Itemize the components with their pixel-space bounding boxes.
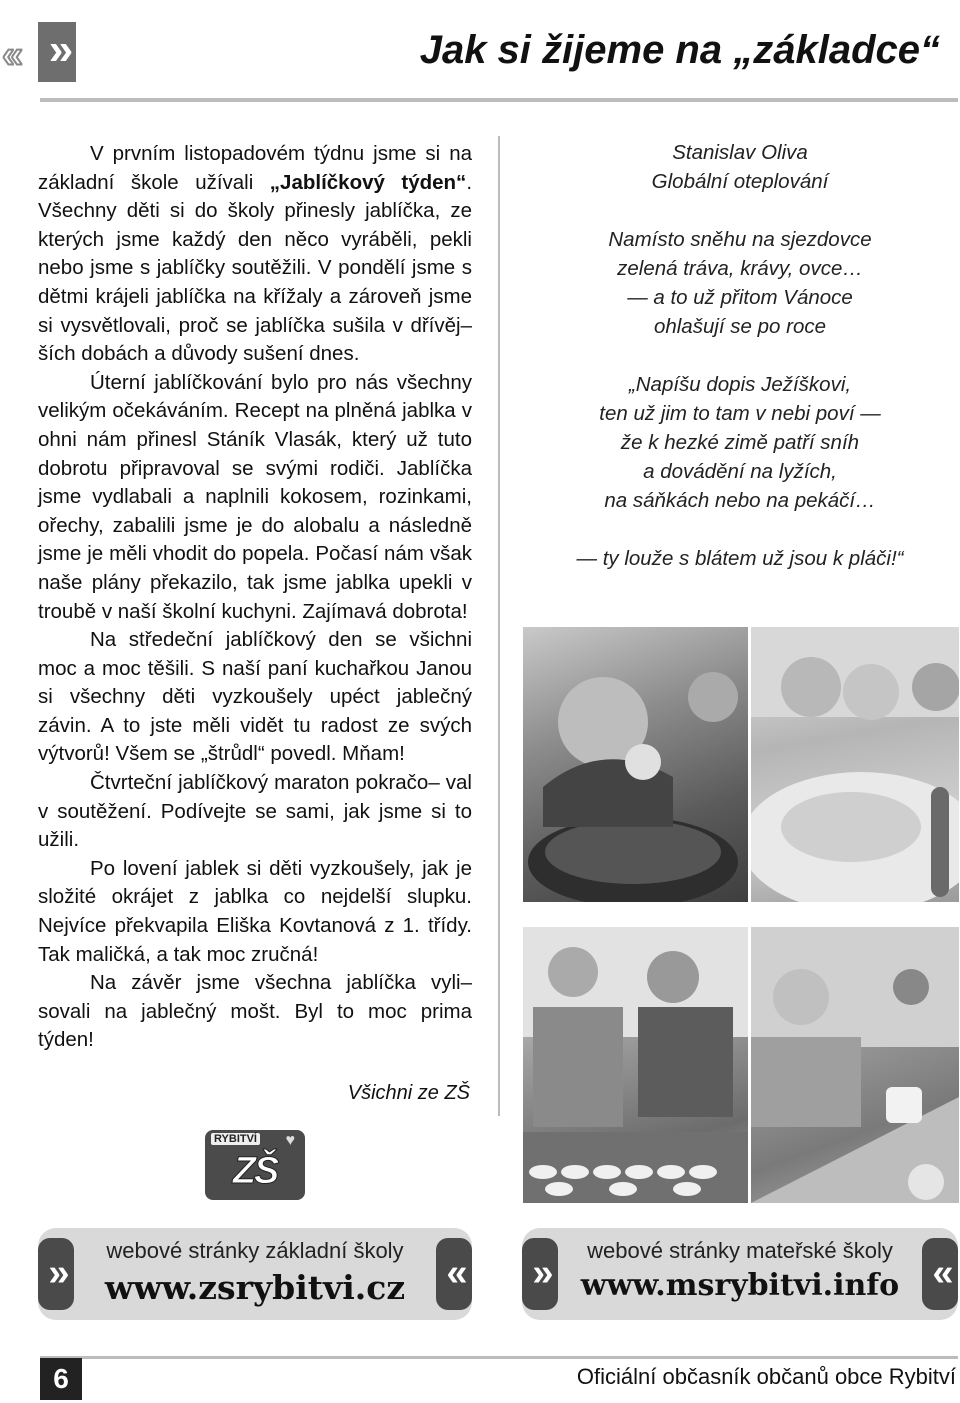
photo-apple-bobbing bbox=[523, 627, 748, 902]
article-text: V prvním listopadovém týdnu jsme si na základní škole užívali bbox=[38, 142, 472, 194]
poem-line: — ty louže s blátem už jsou k pláči!“ bbox=[576, 547, 904, 570]
photo-apple-peeling-graphic bbox=[751, 927, 959, 1203]
poem bbox=[522, 138, 958, 573]
poem-line: Namísto sněhu na sjezdovce bbox=[608, 228, 872, 251]
kindergarten-website-label: webové stránky mateřské školy bbox=[587, 1238, 893, 1263]
photo-apple-slicing-graphic bbox=[523, 927, 748, 1203]
poem-line: zelená tráva, krávy, ovce… bbox=[617, 257, 863, 280]
article-paragraph-5: Po lovení jablek si děti vyzkoušely, jak je složité okrájet z jablka co nejdelší slupku. Nejvíce překvapila Eliška Kovtanová z 1. třídy. Tak maličká, a tak moc zručná! bbox=[38, 856, 472, 966]
poem-author: Stanislav Oliva bbox=[672, 141, 808, 164]
poem-stanza-2 bbox=[522, 370, 958, 515]
article-paragraph-4: Čtvrteční jablíčkový maraton pokračo– val v soutěžení. Podívejte se sami, jak jsme si to užili. bbox=[38, 771, 472, 852]
event-name: „Jablíčkový týden“ bbox=[269, 170, 467, 194]
article-text: . Všechny děti si do školy přinesly jablíčka, ze kterých jsme každý den něco vyráběli, pekli nebo jsme s jablíčky soutěžili. V pondělí jsme s dětmi krájeli jablíčka na křížaly a zároveň jsme si vysvětlovali, proč se jablíčka sušila v dřívěj– ších dobách a důvody sušení dnes. bbox=[38, 170, 473, 366]
poem-line: že k hezké zimě patří sníh bbox=[620, 431, 860, 454]
school-logo bbox=[205, 1130, 305, 1200]
footer-divider bbox=[40, 1356, 958, 1359]
kindergarten-website-banner[interactable] bbox=[522, 1228, 958, 1320]
publication-name: Oficiální občasník občanů obce Rybitví bbox=[576, 1364, 956, 1389]
photo-strudel-making bbox=[751, 627, 959, 902]
double-chevron-right-icon: » bbox=[522, 1238, 558, 1310]
logo-mark: ZŠ bbox=[232, 1150, 278, 1192]
school-website-link[interactable]: www.zsrybitvi.cz bbox=[104, 1268, 406, 1307]
poem-line: na sáňkách nebo na pekáčí… bbox=[604, 489, 876, 512]
article-body bbox=[38, 140, 472, 1055]
photo-apple-bobbing-graphic bbox=[523, 627, 748, 902]
article-paragraph-3: Na středeční jablíčkový den se všichni moc a moc těšili. S naší paní kuchařkou Janou si všechny děti vyzkoušely upéct jablečný závin. A to jste měli vidět tu radost ze svých výtvorů! Všem se „štrůdl“ povedl. Mňam! bbox=[38, 628, 472, 766]
poem-line: ohlašují se po roce bbox=[653, 315, 827, 338]
double-chevron-right-icon: » bbox=[38, 1238, 74, 1310]
section-nav bbox=[0, 22, 76, 82]
article-paragraph-6: Na závěr jsme všechna jablíčka vyli– sovali na jablečný mošt. Byl to moc prima týden! bbox=[38, 971, 472, 1052]
poem-line: a dovádění na lyžích, bbox=[643, 460, 837, 483]
double-chevron-left-icon: « bbox=[2, 34, 18, 76]
poem-stanza-3 bbox=[522, 544, 958, 573]
poem-line: „Napíšu dopis Ježíškovi, bbox=[628, 373, 852, 396]
photo-apple-peeling bbox=[751, 927, 959, 1203]
logo-label: RYBITVÍ bbox=[211, 1133, 260, 1145]
poem-title: Globální oteplování bbox=[651, 170, 829, 193]
article-signature: Všichni ze ZŠ bbox=[347, 1082, 470, 1104]
header-divider bbox=[40, 98, 958, 102]
page-title: Jak si žijeme na „základce“ bbox=[419, 28, 940, 72]
article-paragraph-1 bbox=[38, 140, 472, 369]
column-divider bbox=[498, 136, 500, 1116]
double-chevron-left-icon: « bbox=[436, 1238, 472, 1310]
school-website-banner[interactable] bbox=[38, 1228, 472, 1320]
double-chevron-right-icon: » bbox=[38, 22, 76, 82]
poem-line: — a to už přitom Vánoce bbox=[627, 286, 853, 309]
kindergarten-website-link[interactable]: www.msrybitvi.info bbox=[580, 1268, 900, 1303]
double-chevron-left-icon: « bbox=[922, 1238, 958, 1310]
photo-strudel-making-graphic bbox=[751, 627, 959, 902]
article-paragraph-2: Úterní jablíčkování bylo pro nás všechny velikým očekáváním. Recept na plněná jablka v ohni nám přinesl Stáník Vlasák, který už tuto dobrotu připravoval se svými rodiči. Jablíčka jsme vydlabali a naplnili kokosem, rozinkami, ořechy, zabalili jsme je do alobalu a následně jsme je měli vhodit do popela. Počasí nám však naše plány překazilo, tak jsme jablka upekli v troubě v naší školní kuchyni. Zajímavá dobrota! bbox=[38, 370, 472, 623]
poem-stanza-1 bbox=[522, 225, 958, 341]
poem-line: ten už jim to tam v nebi poví — bbox=[599, 402, 881, 425]
photo-apple-slicing bbox=[523, 927, 748, 1203]
page-number: 6 bbox=[40, 1358, 82, 1400]
heart-icon: ♥ bbox=[285, 1132, 295, 1149]
school-website-label: webové stránky základní školy bbox=[106, 1238, 404, 1263]
